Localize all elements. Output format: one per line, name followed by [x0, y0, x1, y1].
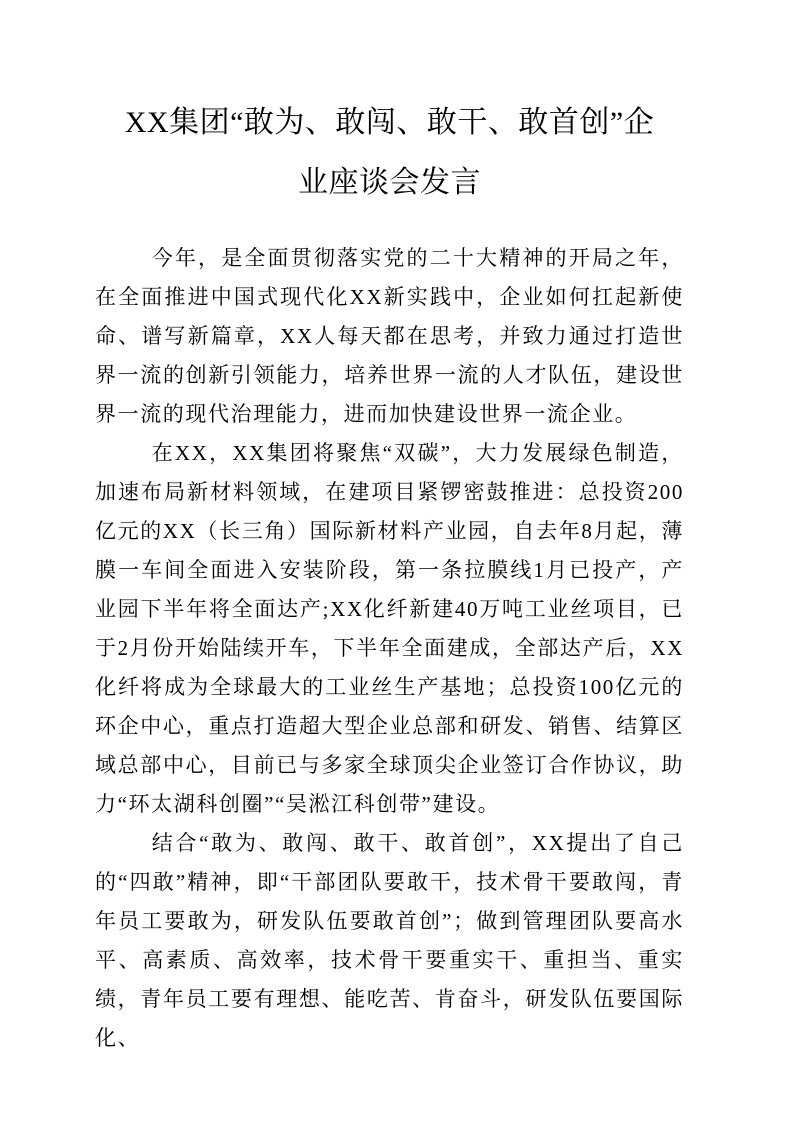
- paragraph-intro: 今年，是全面贯彻落实党的二十大精神的开局之年，在全面推进中国式现代化XX新实践中，企业如何扛起新使命、谱写新篇章，XX人每天都在思考，并致力通过打造世界一流的创新引领能力，培养世界一流的人才队伍，建设世界一流的现代治理能力，进而加快建设世界一流企业。: [95, 246, 684, 426]
- paragraph-four-dares: 结合“敢为、敢闯、敢干、敢首创”，XX提出了自己的“四敢”精神，即“干部团队要敢干，技术骨干要敢闯，青年员工要敢为，研发队伍要敢首创”；做到管理团队要高水平、高素质、高效率，技术骨干要重实干、重担当、重实绩，青年员工要有理想、能吃苦、肯奋斗，研发队伍要国际化、: [95, 831, 684, 1050]
- document-title-line-2: 业座谈会发言: [298, 166, 481, 199]
- paragraph-projects: 在XX，XX集团将聚焦“双碳”，大力发展绿色制造，加速布局新材料领域，在建项目紧锣密鼓推进：总投资200亿元的XX（长三角）国际新材料产业园，自去年8月起，薄膜一车间全面进入安装阶段，第一条拉膜线1月已投产，产业园下半年将全面达产;XX化纤新建40万吨工业丝项目，已于2月份开始陆续开车，下半年全面建成，全部达产后，XX化纤将成为全球最大的工业丝生产基地；总投资100亿元的环企中心，重点打造超大型企业总部和研发、销售、结算区域总部中心，目前已与多家全球顶尖企业签订合作协议，助力“环太湖科创圈”“吴淞江科创带”建设。: [95, 441, 684, 816]
- document-body: [95, 239, 684, 1058]
- document-title-line-1: XX集团“敢为、敢闯、敢干、敢首创”企: [124, 106, 655, 139]
- document-title: [95, 93, 684, 213]
